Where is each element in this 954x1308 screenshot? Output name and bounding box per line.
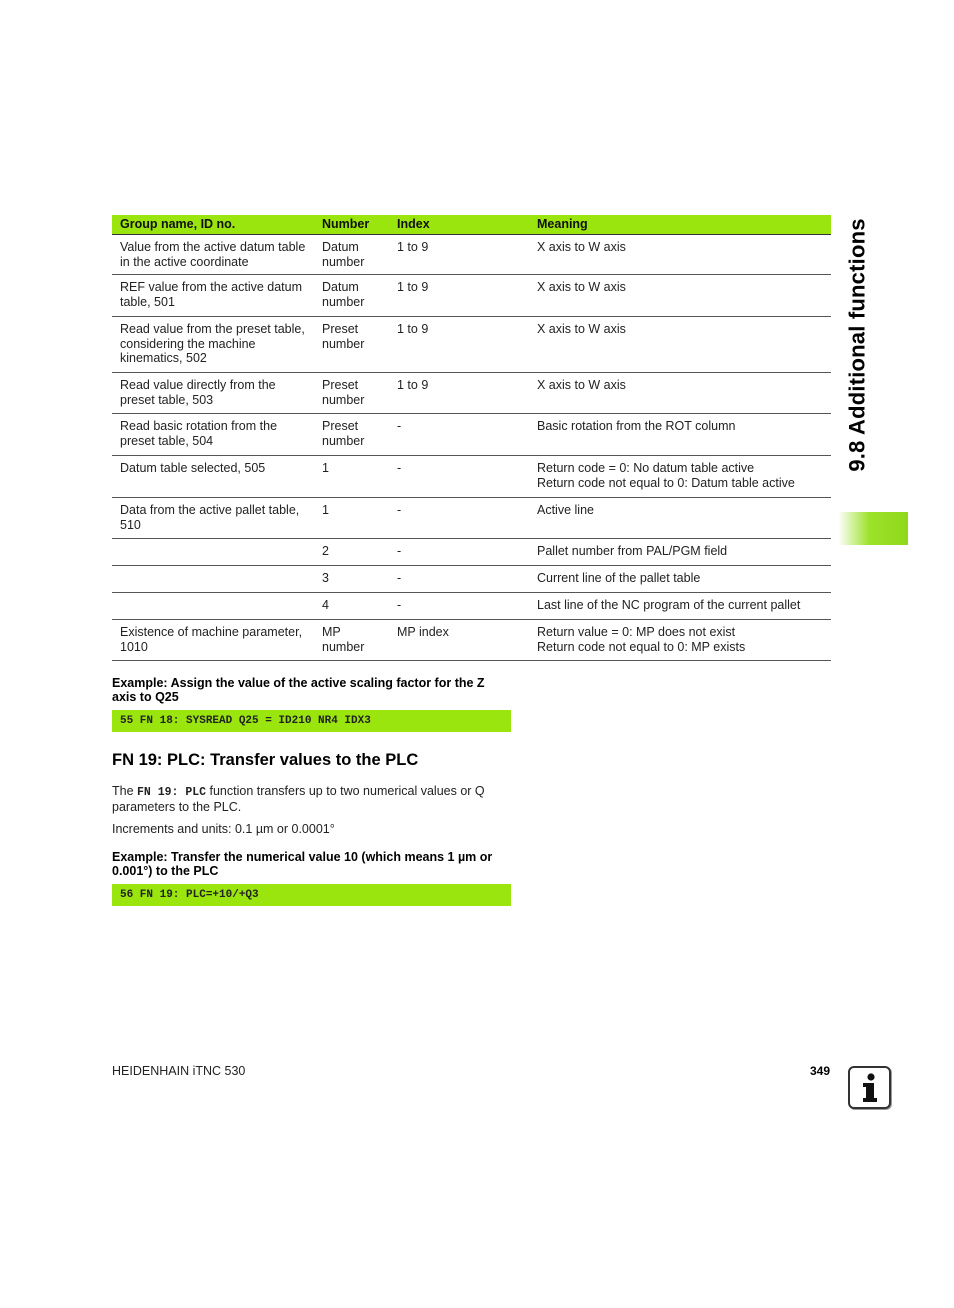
meaning-line: Return value = 0: MP does not exist xyxy=(537,625,736,639)
example1-code: 55 FN 18: SYSREAD Q25 = ID210 NR4 IDX3 xyxy=(112,710,511,732)
meaning-line: Return code not equal to 0: MP exists xyxy=(537,639,746,654)
cell-meaning xyxy=(529,593,831,620)
table-row xyxy=(112,539,831,566)
chapter-sidebar-title xyxy=(838,214,878,476)
info-icon xyxy=(848,1066,891,1109)
cell-number: 2 xyxy=(314,539,389,566)
table-row xyxy=(112,620,831,661)
cell-meaning xyxy=(529,317,831,373)
cell-meaning xyxy=(529,566,831,593)
header-meaning: Meaning xyxy=(529,215,831,235)
cell-meaning xyxy=(529,235,831,275)
cell-number: Preset number xyxy=(314,373,389,414)
header-group: Group name, ID no. xyxy=(112,215,314,235)
table-row xyxy=(112,373,831,414)
cell-index: 1 to 9 xyxy=(389,235,529,275)
para1-pre: The xyxy=(112,784,138,798)
header-index: Index xyxy=(389,215,529,235)
page-number: 349 xyxy=(809,1064,830,1078)
cell-meaning xyxy=(529,620,831,661)
meaning-line: Active line xyxy=(537,503,594,517)
cell-number: MP number xyxy=(314,620,389,661)
meaning-line: Pallet number from PAL/PGM field xyxy=(537,544,728,558)
cell-group: Read basic rotation from the preset table, 504 xyxy=(112,414,314,456)
footer-manual-name: HEIDENHAIN iTNC 530 xyxy=(112,1064,246,1078)
cell-number: Preset number xyxy=(314,414,389,456)
table-row xyxy=(112,566,831,593)
cell-index: - xyxy=(389,414,529,456)
cell-number: Datum number xyxy=(314,275,389,317)
cell-group: Read value directly from the preset table, 503 xyxy=(112,373,314,414)
cell-number: Datum number xyxy=(314,235,389,275)
cell-meaning xyxy=(529,414,831,456)
chapter-tab-marker xyxy=(838,512,908,545)
para1-code: FN 19: PLC xyxy=(137,786,207,799)
cell-group: Datum table selected, 505 xyxy=(112,456,314,498)
sysread-table xyxy=(112,215,831,661)
chapter-title-text: 9.8 Additional functions xyxy=(845,218,871,472)
cell-group: Read value from the preset table, considering the machine kinematics, 502 xyxy=(112,317,314,373)
cell-index: - xyxy=(389,498,529,539)
para1-post: function transfers up to two numerical values or Q parameters to the PLC. xyxy=(112,784,485,814)
table-row xyxy=(112,414,831,456)
meaning-line: X axis to W axis xyxy=(537,280,626,294)
cell-number: 1 xyxy=(314,456,389,498)
meaning-line: Last line of the NC program of the current pallet xyxy=(537,598,801,612)
cell-group xyxy=(112,539,314,566)
table-row xyxy=(112,593,831,620)
cell-index: 1 to 9 xyxy=(389,275,529,317)
cell-index: MP index xyxy=(389,620,529,661)
cell-group: Existence of machine parameter, 1010 xyxy=(112,620,314,661)
cell-number: 3 xyxy=(314,566,389,593)
cell-index: 1 to 9 xyxy=(389,373,529,414)
table-header-row xyxy=(112,215,831,235)
meaning-line: Return code = 0: No datum table active xyxy=(537,461,755,475)
example2-code: 56 FN 19: PLC=+10/+Q3 xyxy=(112,884,511,906)
meaning-line: Basic rotation from the ROT column xyxy=(537,419,736,433)
table-row xyxy=(112,456,831,498)
cell-group: Data from the active pallet table, 510 xyxy=(112,498,314,539)
cell-group xyxy=(112,566,314,593)
cell-index: 1 to 9 xyxy=(389,317,529,373)
cell-number: 1 xyxy=(314,498,389,539)
cell-meaning xyxy=(529,539,831,566)
section-paragraph-1 xyxy=(112,784,507,815)
table-row xyxy=(112,275,831,317)
cell-group: REF value from the active datum table, 501 xyxy=(112,275,314,317)
cell-group: Value from the active datum table in the active coordinate xyxy=(112,235,314,275)
cell-meaning xyxy=(529,498,831,539)
section-paragraph-2: Increments and units: 0.1 µm or 0.0001° xyxy=(112,822,335,836)
cell-group xyxy=(112,593,314,620)
meaning-line: Return code not equal to 0: Datum table active xyxy=(537,475,795,490)
cell-index: - xyxy=(389,539,529,566)
cell-meaning xyxy=(529,456,831,498)
section-heading: FN 19: PLC: Transfer values to the PLC xyxy=(112,751,419,769)
example2-title: Example: Transfer the numerical value 10 (which means 1 µm or 0.001°) to the PLC xyxy=(112,850,493,878)
header-number: Number xyxy=(314,215,389,235)
table-row xyxy=(112,317,831,373)
table-row xyxy=(112,498,831,539)
info-glyph xyxy=(850,1068,889,1107)
cell-meaning xyxy=(529,275,831,317)
cell-index: - xyxy=(389,456,529,498)
meaning-line: X axis to W axis xyxy=(537,322,626,336)
cell-number: Preset number xyxy=(314,317,389,373)
cell-index: - xyxy=(389,566,529,593)
cell-number: 4 xyxy=(314,593,389,620)
meaning-line: Current line of the pallet table xyxy=(537,571,701,585)
table-row xyxy=(112,235,831,275)
meaning-line: X axis to W axis xyxy=(537,378,626,392)
example1-title: Example: Assign the value of the active scaling factor for the Z axis to Q25 xyxy=(112,676,485,704)
cell-meaning xyxy=(529,373,831,414)
meaning-line: X axis to W axis xyxy=(537,240,626,254)
cell-index: - xyxy=(389,593,529,620)
